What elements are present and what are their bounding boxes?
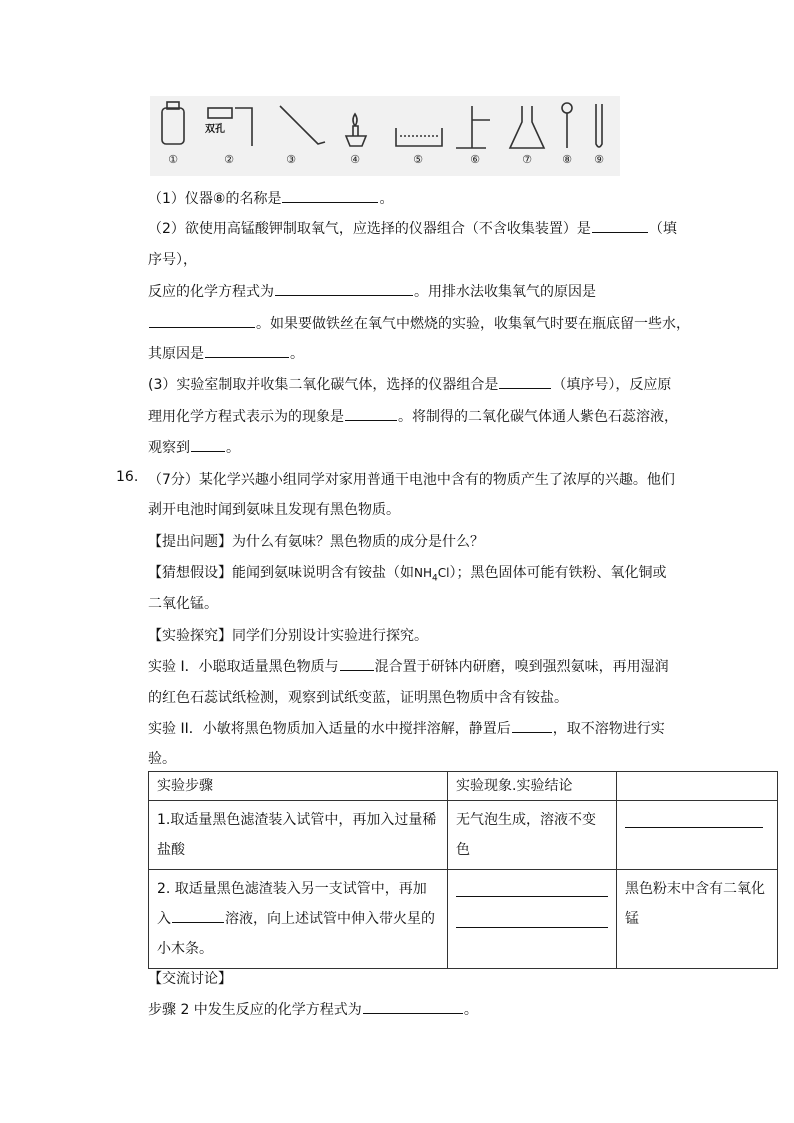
wide-mouth-bottle-icon bbox=[162, 102, 184, 144]
q16-hypothesis-line1: 【猜想假设】能闻到氨味说明含有铵盐（如$NH_4Cl$）；黑色固体可能有铁粉、氧化铜或 bbox=[148, 565, 667, 584]
table-cell: 2. 取适量黑色滤渣装入另一支试管中，再加入 溶液，向上述试管中伸入带火星的小木条。 bbox=[149, 870, 448, 969]
conical-flask-icon bbox=[510, 106, 544, 148]
long-neck-tube-icon bbox=[280, 106, 325, 144]
table-header: 实验步骤 bbox=[149, 772, 448, 801]
apparatus-num: ⑥ bbox=[470, 153, 480, 166]
q15-part2-line2: 序号）， bbox=[148, 252, 197, 268]
q15-part3-line3: 观察到 。 bbox=[148, 437, 240, 457]
q16-exp2-line1: 实验 II．小敏将黑色物质加入适量的水中搅拌溶解，静置后 ，取不溶物进行实 bbox=[148, 718, 665, 738]
q16-explore: 【实验探究】同学们分别设计实验进行探究。 bbox=[148, 628, 428, 644]
answer-blank[interactable] bbox=[625, 813, 763, 828]
apparatus-figure bbox=[150, 96, 620, 176]
answer-blank[interactable] bbox=[340, 656, 374, 671]
apparatus-num: ① bbox=[168, 153, 178, 166]
q15-part2-line4: 。如果要做铁丝在氧气中燃烧的实验，收集氧气时要在瓶底留一些水， bbox=[148, 313, 690, 333]
answer-blank[interactable] bbox=[499, 374, 551, 389]
q16-intro-line2: 剥开电池时闻到氨味且发现有黑色物质。 bbox=[148, 502, 400, 518]
apparatus-num: ② bbox=[224, 153, 234, 166]
q15-part1: （1）仪器⑧的名称是 。 bbox=[148, 188, 393, 208]
q16-final: 步骤 2 中发生反应的化学方程式为 。 bbox=[148, 999, 478, 1019]
table-cell: 1.取适量黑色滤渣装入试管中，再加入过量稀盐酸 bbox=[149, 801, 448, 870]
answer-blank[interactable] bbox=[363, 999, 463, 1014]
apparatus-num: ⑧ bbox=[562, 153, 572, 166]
q16-intro-line1: （7分）某化学兴趣小组同学对家用普通干电池中含有的物质产生了浓厚的兴趣。他们 bbox=[148, 472, 675, 488]
table-cell: 无气泡生成，溶液不变色 bbox=[448, 801, 617, 870]
q16-exp1-line2: 的红色石蕊试纸检测，观察到试纸变蓝，证明黑色物质中含有铵盐。 bbox=[148, 690, 568, 706]
q15-part2-line5: 其原因是 。 bbox=[148, 343, 304, 363]
table-cell-blank[interactable] bbox=[448, 870, 617, 969]
q16-exp1-line1: 实验 I．小聪取适量黑色物质与 混合置于研钵内研磨，嗅到强烈氨味，再用湿润 bbox=[148, 656, 669, 676]
apparatus-num: ③ bbox=[286, 153, 296, 166]
table-row bbox=[149, 870, 778, 969]
q16-hypothesis-line2: 二氧化锰。 bbox=[148, 596, 218, 612]
table-row bbox=[149, 801, 778, 870]
answer-blank[interactable] bbox=[282, 188, 378, 203]
table-header: 实验现象.实验结论 bbox=[448, 772, 617, 801]
answer-blank[interactable] bbox=[205, 343, 289, 358]
answer-blank[interactable] bbox=[456, 913, 608, 928]
apparatus-num: ④ bbox=[350, 153, 360, 166]
table-cell: 黑色粉末中含有二氧化锰 bbox=[617, 870, 778, 969]
q15-part2-line1: （2）欲使用高锰酸钾制取氧气，应选择的仪器组合（不含收集装置）是 （填 bbox=[148, 218, 677, 238]
alcohol-lamp-icon bbox=[346, 114, 366, 146]
q16-question: 【提出问题】为什么有氨味？黑色物质的成分是什么？ bbox=[148, 534, 484, 550]
apparatus-num: ⑤ bbox=[413, 153, 423, 166]
q16-discussion: 【交流讨论】 bbox=[148, 971, 232, 987]
q15-part2-line3: 反应的化学方程式为 。用排水法收集氧气的原因是 bbox=[148, 281, 596, 301]
table-header-row bbox=[149, 772, 778, 801]
answer-blank[interactable] bbox=[275, 281, 413, 296]
long-neck-funnel-icon bbox=[562, 103, 572, 148]
test-tube-icon bbox=[596, 104, 602, 147]
apparatus-inner-label: 双孔 bbox=[205, 124, 225, 135]
answer-blank[interactable] bbox=[191, 437, 225, 452]
apparatus-num: ⑦ bbox=[522, 153, 532, 166]
table-cell-blank[interactable] bbox=[617, 801, 778, 870]
table-header bbox=[617, 772, 778, 801]
answer-blank[interactable] bbox=[592, 218, 648, 233]
answer-blank[interactable] bbox=[456, 882, 608, 897]
answer-blank[interactable] bbox=[149, 313, 255, 328]
q16-number: 16. bbox=[116, 469, 139, 485]
experiment-table bbox=[148, 771, 778, 969]
q16-exp2-line2: 验。 bbox=[148, 751, 176, 767]
answer-blank[interactable] bbox=[345, 406, 397, 421]
q15-part3-line1: (3）实验室制取并收集二氧化碳气体，选择的仪器组合是 （填序号），反应原 bbox=[148, 374, 671, 394]
apparatus-num: ⑨ bbox=[594, 153, 604, 166]
answer-blank[interactable] bbox=[172, 908, 224, 923]
water-trough-icon bbox=[396, 128, 442, 146]
q15-part3-line2: 理用化学方程式表示为的现象是 。将制得的二氧化碳气体通人紫色石蕊溶液， bbox=[148, 406, 678, 426]
iron-stand-icon bbox=[456, 106, 490, 148]
answer-blank[interactable] bbox=[512, 718, 552, 733]
